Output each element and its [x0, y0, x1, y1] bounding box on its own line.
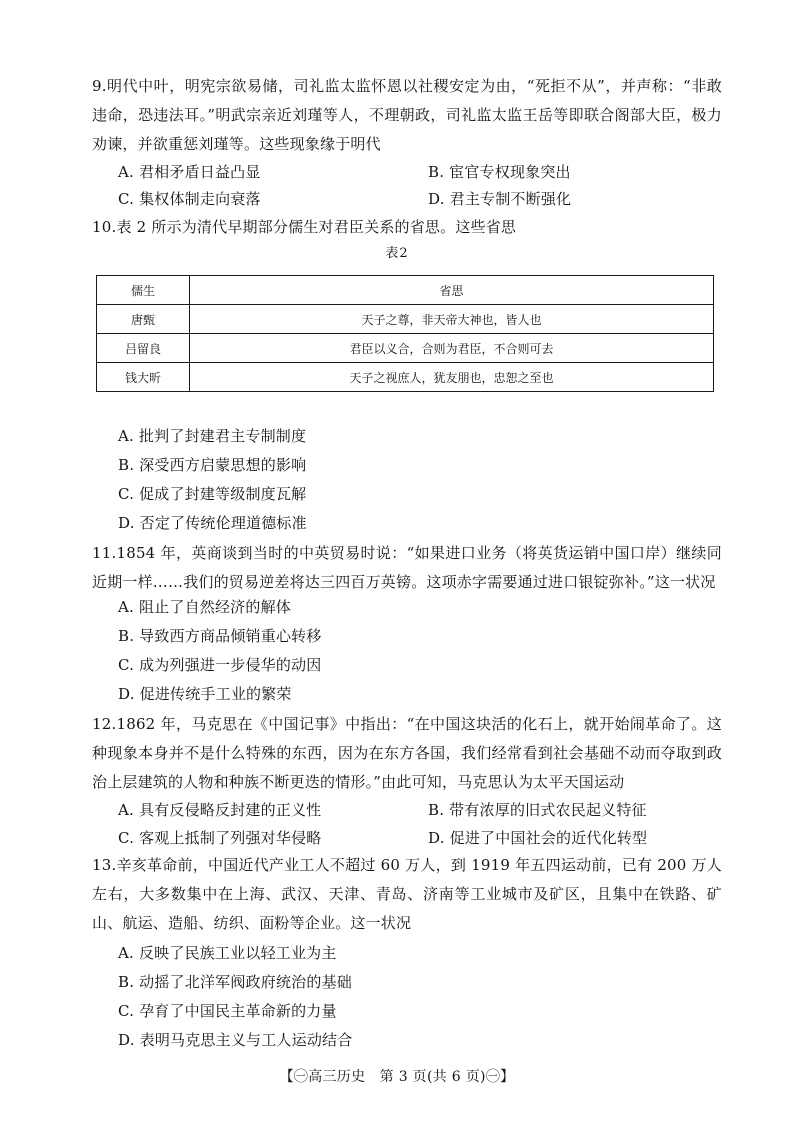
table-header-row: [97, 276, 714, 305]
question-11-option-c: C. 成为列强进一步侵华的动因: [118, 656, 322, 674]
table-cell-scholar: 吕留良: [97, 334, 190, 363]
question-12-option-a: A. 具有反侵略反封建的正义性: [118, 801, 322, 819]
question-12-option-b: B. 带有浓厚的旧式农民起义特征: [428, 801, 647, 819]
table-cell-reflection: 君臣以义合，合则为君臣，不合则可去: [190, 334, 714, 363]
table-cell-scholar: 唐甄: [97, 305, 190, 334]
table-cell-scholar: 钱大昕: [97, 363, 190, 392]
question-10-option-b: B. 深受西方启蒙思想的影响: [118, 456, 307, 474]
question-10-option-d: D. 否定了传统伦理道德标准: [118, 514, 307, 532]
question-11-stem: 11.1854 年，英商谈到当时的中英贸易时说：“如果进口业务（将英货运销中国口岸）继续同近期一样……我们的贸易逆差将达三四百万英镑。这项赤字需要通过进口银锭弥补。”这一状况: [92, 544, 722, 591]
question-12-option-c: C. 客观上抵制了列强对华侵略: [118, 829, 322, 847]
table-cell-reflection: 天子之视庶人，犹友朋也，忠恕之至也: [190, 363, 714, 392]
table-header-cell: 儒生: [97, 276, 190, 305]
table-2: [96, 275, 714, 392]
question-13-option-c: C. 孕育了中国民主革命新的力量: [118, 1002, 337, 1020]
question-9-option-a: A. 君相矛盾日益凸显: [118, 163, 261, 181]
page-footer: 【㊀高三历史 第 3 页(共 6 页)㊀】: [279, 1069, 515, 1085]
table-row: [97, 305, 714, 334]
question-11-option-b: B. 导致西方商品倾销重心转移: [118, 627, 322, 645]
question-9-stem: 9.明代中叶，明宪宗欲易储，司礼监太监怀恩以社稷安定为由，“死拒不从”，并声称：“非敢违命，恐违法耳。”明武宗亲近刘瑾等人，不理朝政，司礼监太监王岳等即联合阁部大臣，极力劝谏，并欲重惩刘瑾等。这些现象缘于明代: [92, 77, 722, 153]
question-13-option-d: D. 表明马克思主义与工人运动结合: [118, 1031, 353, 1049]
question-9-option-d: D. 君主专制不断强化: [428, 190, 572, 208]
table-header-cell: 省思: [190, 276, 714, 305]
question-12-stem: 12.1862 年，马克思在《中国记事》中指出：“在中国这块活的化石上，就开始闹革命了。这种现象本身并不是什么特殊的东西，因为在东方各国，我们经常看到社会基础不动而夺取到政治上层建筑的人物和种族不断更迭的情形。”由此可知，马克思认为太平天国运动: [92, 715, 722, 791]
question-13-stem: 13.辛亥革命前，中国近代产业工人不超过 60 万人，到 1919 年五四运动前，已有 200 万人左右，大多数集中在上海、武汉、天津、青岛、济南等工业城市及矿区，且集中在铁路、矿山、航运、造船、纺织、面粉等企业。这一状况: [92, 856, 722, 932]
question-11-option-d: D. 促进传统手工业的繁荣: [118, 685, 292, 703]
question-10-option-a: A. 批判了封建君主专制制度: [118, 427, 307, 445]
table-cell-reflection: 天子之尊，非天帝大神也，皆人也: [190, 305, 714, 334]
question-9-option-c: C. 集权体制走向衰落: [118, 190, 261, 208]
question-10-stem: 10.表 2 所示为清代早期部分儒生对君臣关系的省思。这些省思: [92, 218, 517, 236]
table-row: [97, 363, 714, 392]
question-9-option-b: B. 宦官专权现象突出: [428, 163, 571, 181]
question-12-option-d: D. 促进了中国社会的近代化转型: [428, 829, 648, 847]
question-10-option-c: C. 促成了封建等级制度瓦解: [118, 485, 307, 503]
question-13-option-b: B. 动摇了北洋军阀政府统治的基础: [118, 973, 352, 991]
table-row: [97, 334, 714, 363]
table-2-caption: 表2: [385, 246, 409, 261]
question-11-option-a: A. 阻止了自然经济的解体: [118, 598, 291, 616]
question-13-option-a: A. 反映了民族工业以轻工业为主: [118, 944, 337, 962]
